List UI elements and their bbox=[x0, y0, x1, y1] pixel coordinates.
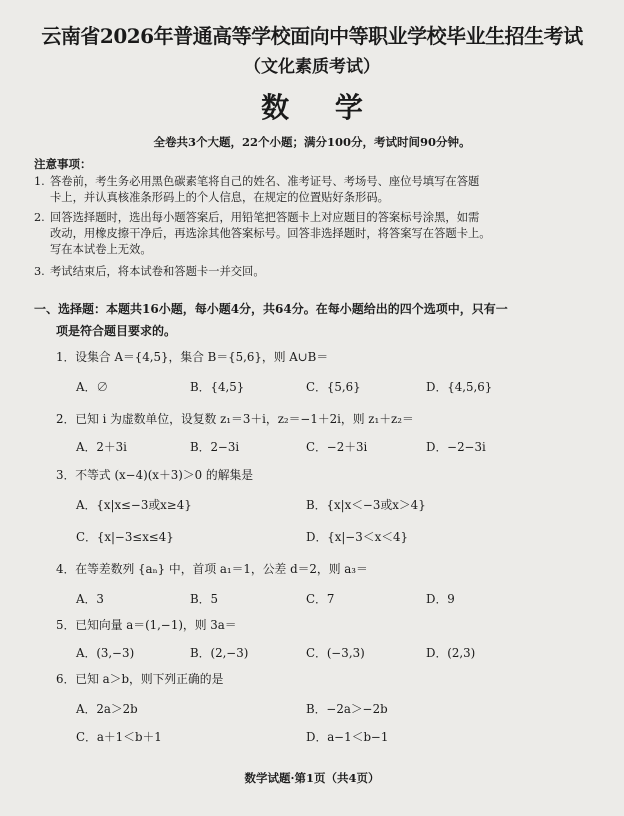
section-heading: 一、选择题：本题共16小题，每小题4分，共64分。在每小题给出的四个选项中，只有一 bbox=[34, 302, 508, 316]
question-2-option-d: D．−2−3i bbox=[426, 440, 486, 454]
question-2-stem: 2．已知 i 为虚数单位，设复数 z₁＝3＋i，z₂＝−1＋2i，则 z₁＋z₂＝ bbox=[56, 412, 414, 426]
section-heading-cont: 项是符合题目要求的。 bbox=[56, 324, 177, 338]
question-3-stem: 3．不等式 (x−4)(x＋3)＞0 的解集是 bbox=[56, 468, 254, 482]
note-text: 考试结束后，将本试卷和答题卡一并交回。 bbox=[50, 265, 265, 278]
question-5-option-a: A．(3,−3) bbox=[76, 646, 135, 660]
note-text: 答卷前，考生务必用黑色碳素笔将自己的姓名、准考证号、考场号、座位号填写在答题 bbox=[50, 175, 480, 188]
question-3-option-d: D．{x|−3＜x＜4} bbox=[306, 530, 409, 544]
notes-heading: 注意事项： bbox=[34, 157, 92, 171]
note-number: 1. bbox=[34, 175, 45, 188]
exam-title: 云南省2026年普通高等学校面向中等职业学校毕业生招生考试 bbox=[41, 24, 583, 48]
question-6-option-a: A．2a＞2b bbox=[76, 702, 138, 716]
question-1-option-d: D．{4,5,6} bbox=[426, 380, 493, 394]
question-6-option-b: B．−2a＞−2b bbox=[306, 702, 388, 716]
question-2-option-b: B．2−3i bbox=[190, 440, 240, 454]
note-item-1 bbox=[34, 174, 479, 206]
question-4-option-c: C．7 bbox=[306, 592, 335, 606]
question-3-option-a: A．{x|x≤−3或x≥4} bbox=[76, 498, 192, 512]
question-4-option-d: D．9 bbox=[426, 592, 455, 606]
page-footer: 数学试题·第1页（共4页） bbox=[244, 771, 380, 785]
question-1-option-a: A．∅ bbox=[76, 380, 109, 394]
subject-title: 数 学 bbox=[261, 91, 381, 124]
note-number: 3. bbox=[34, 265, 45, 278]
question-3-option-c: C．{x|−3≤x≤4} bbox=[76, 530, 174, 544]
note-item-2 bbox=[34, 210, 491, 258]
exam-subtitle: （文化素质考试） bbox=[244, 57, 380, 77]
note-number: 2. bbox=[34, 211, 45, 224]
question-6-stem: 6．已知 a＞b，则下列正确的是 bbox=[56, 672, 224, 686]
question-5-stem: 5．已知向量 a＝(1,−1)，则 3a＝ bbox=[56, 618, 237, 632]
question-2-option-a: A．2＋3i bbox=[76, 440, 127, 454]
question-5-option-b: B．(2,−3) bbox=[190, 646, 249, 660]
exam-info: 全卷共3个大题，22个小题；满分100分，考试时间90分钟。 bbox=[153, 135, 471, 149]
note-item-3 bbox=[34, 264, 265, 280]
question-4-option-b: B．5 bbox=[190, 592, 218, 606]
question-1-option-c: C．{5,6} bbox=[306, 380, 361, 394]
question-1-option-b: B．{4,5} bbox=[190, 380, 245, 394]
note-text: 改动，用橡皮擦干净后，再选涂其他答案标号。回答非选择题时，将答案写在答题卡上。 bbox=[50, 227, 491, 240]
note-text: 卡上，并认真核准条形码上的个人信息，在规定的位置贴好条形码。 bbox=[50, 191, 389, 204]
question-5-option-c: C．(−3,3) bbox=[306, 646, 365, 660]
question-4-stem: 4．在等差数列 {aₙ} 中，首项 a₁＝1，公差 d＝2，则 a₃＝ bbox=[56, 562, 368, 576]
question-6-option-d: D．a−1＜b−1 bbox=[306, 730, 389, 744]
question-2-option-c: C．−2＋3i bbox=[306, 440, 368, 454]
question-4-option-a: A．3 bbox=[76, 592, 104, 606]
question-5-option-d: D．(2,3) bbox=[426, 646, 476, 660]
note-text: 回答选择题时，选出每小题答案后，用铅笔把答题卡上对应题目的答案标号涂黑，如需 bbox=[50, 211, 480, 224]
note-text: 写在本试卷上无效。 bbox=[50, 243, 152, 256]
question-1-stem: 1．设集合 A＝{4,5}，集合 B＝{5,6}，则 A∪B＝ bbox=[56, 350, 329, 364]
question-3-option-b: B．{x|x＜−3或x＞4} bbox=[306, 498, 426, 512]
question-6-option-c: C．a＋1＜b＋1 bbox=[76, 730, 162, 744]
